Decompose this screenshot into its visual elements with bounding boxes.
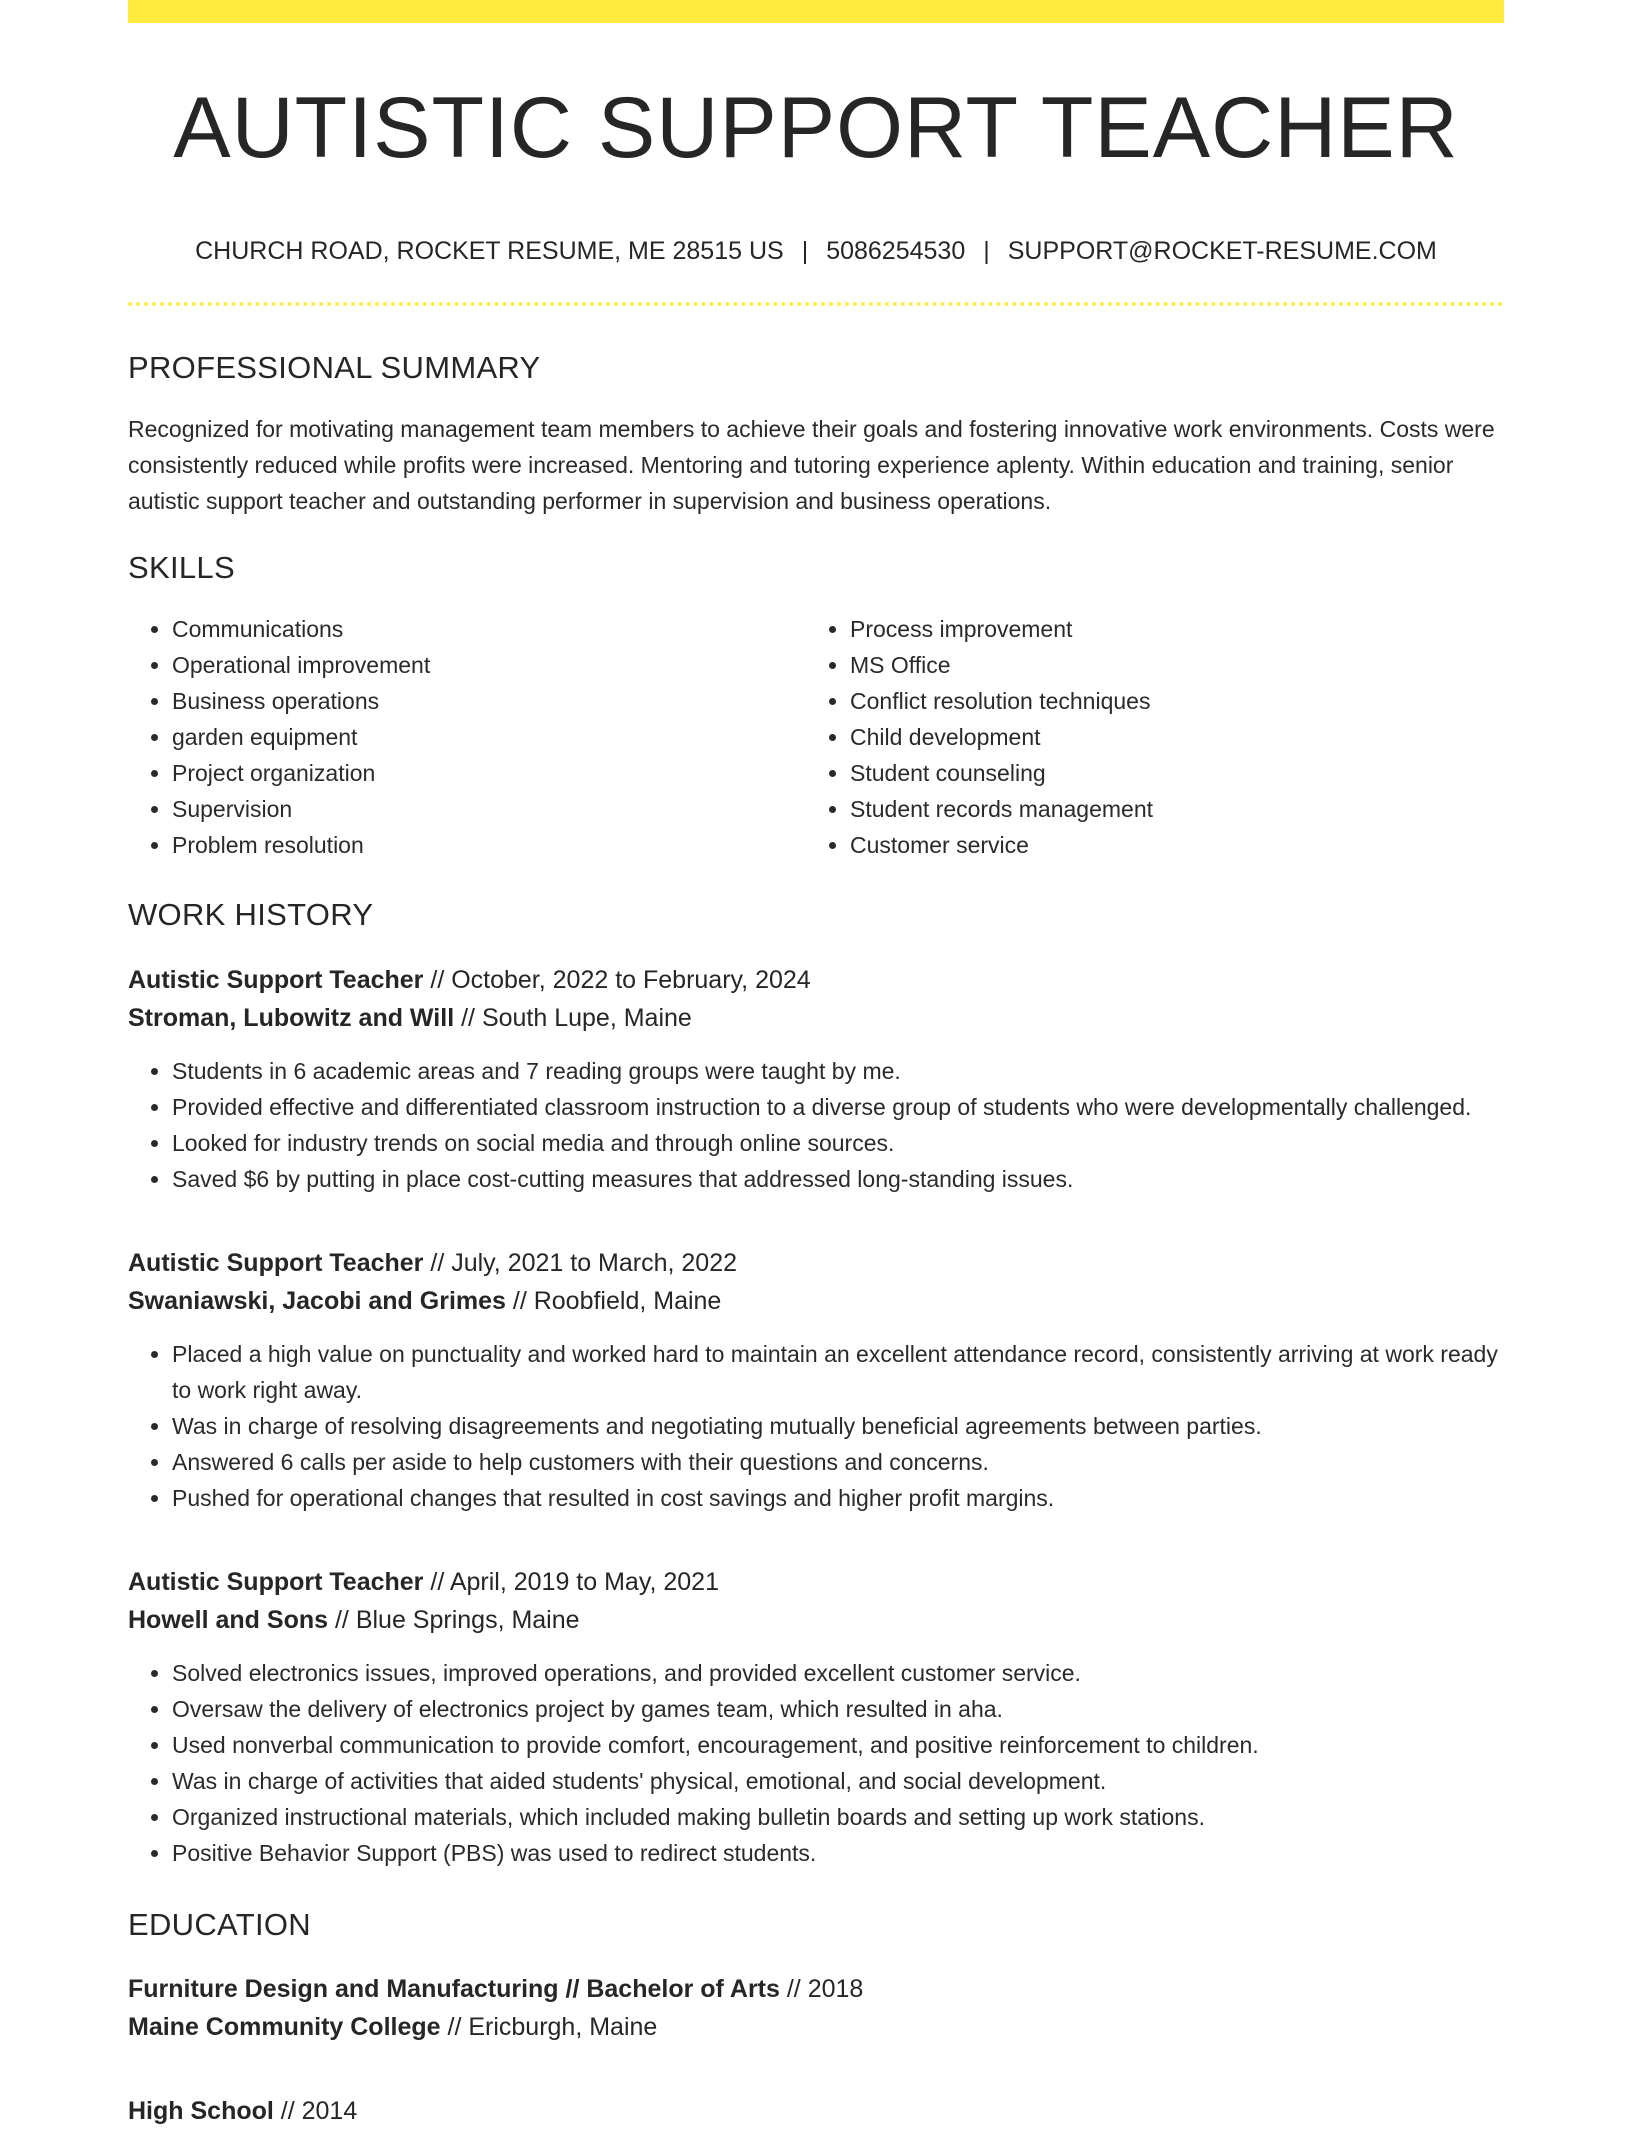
education-entry: [128, 1970, 1504, 2046]
job-role: Autistic Support Teacher: [128, 966, 424, 994]
contact-phone: 5086254530: [826, 237, 966, 265]
summary-text: Recognized for motivating management team members to achieve their goals and fostering innovative work environments. Costs were consistently reduced while profits were increased. Mentoring and tutoring experience aplenty. Within education and training, senior autistic support teacher and outstanding performer in supervision and business operations.: [128, 416, 1495, 514]
skill-item: • Communications: [172, 611, 806, 647]
job-entry: [128, 1563, 1504, 1871]
skill-item: • Problem resolution: [172, 827, 806, 863]
job-bullet: • Used nonverbal communication to provide comfort, encouragement, and positive reinforcement to children.: [172, 1727, 1504, 1763]
education-year: // 2018: [779, 1975, 864, 2003]
contact-separator: |: [983, 237, 990, 265]
job-company-line: [128, 1282, 1504, 1320]
job-company: Stroman, Lubowitz and Will: [128, 1004, 455, 1032]
job-bullet: • Answered 6 calls per aside to help customers with their questions and concerns.: [172, 1444, 1504, 1480]
job-dates: // April, 2019 to May, 2021: [423, 1568, 719, 1596]
skill-item: • Student records management: [850, 791, 1484, 827]
job-bullet: • Placed a high value on punctuality and worked hard to maintain an excellent attendance record, consistently arriving at work ready to work right away.: [172, 1336, 1504, 1408]
contact-line: [128, 239, 1504, 264]
skill-item: • Operational improvement: [172, 647, 806, 683]
skill-item: • Student counseling: [850, 755, 1484, 791]
job-bullet: • Students in 6 academic areas and 7 reading groups were taught by me.: [172, 1053, 1504, 1089]
job-bullets: [128, 1655, 1504, 1871]
job-location: // Blue Springs, Maine: [328, 1606, 580, 1634]
education-degree-line: [128, 2092, 1504, 2130]
job-bullet: • Saved $6 by putting in place cost-cutting measures that addressed long-standing issues.: [172, 1161, 1504, 1197]
job-bullet: • Looked for industry trends on social media and through online sources.: [172, 1125, 1504, 1161]
job-bullet: • Oversaw the delivery of electronics project by games team, which resulted in aha.: [172, 1691, 1504, 1727]
job-bullet: • Positive Behavior Support (PBS) was used to redirect students.: [172, 1835, 1504, 1871]
job-title-line: [128, 961, 1504, 999]
summary-heading: PROFESSIONAL SUMMARY: [128, 350, 541, 385]
education-degree: Furniture Design and Manufacturing // Bachelor of Arts: [128, 1975, 780, 2003]
contact-email: SUPPORT@ROCKET-RESUME.COM: [1007, 237, 1437, 265]
contact-address: CHURCH ROAD, ROCKET RESUME, ME 28515 US: [195, 237, 784, 265]
skill-item: • Child development: [850, 719, 1484, 755]
education-school-line: [128, 2008, 1504, 2046]
skill-item: • Business operations: [172, 683, 806, 719]
skill-item: • Customer service: [850, 827, 1484, 863]
job-title-line: [128, 1563, 1504, 1601]
job-title-line: [128, 1244, 1504, 1282]
skill-item: • Project organization: [172, 755, 806, 791]
education-degree: High School: [128, 2097, 274, 2125]
education-entry: [128, 2092, 1504, 2130]
skill-item: • Supervision: [172, 791, 806, 827]
job-role: Autistic Support Teacher: [128, 1249, 424, 1277]
job-bullet: • Solved electronics issues, improved operations, and provided excellent customer service.: [172, 1655, 1504, 1691]
skill-item: • Conflict resolution techniques: [850, 683, 1484, 719]
skill-item: • MS Office: [850, 647, 1484, 683]
job-location: // Roobfield, Maine: [505, 1287, 722, 1315]
job-company: Howell and Sons: [128, 1606, 329, 1634]
job-bullet: • Pushed for operational changes that resulted in cost savings and higher profit margins.: [172, 1480, 1504, 1516]
skills-list: [128, 611, 1504, 863]
job-bullet: • Was in charge of activities that aided students' physical, emotional, and social development.: [172, 1763, 1504, 1799]
job-role: Autistic Support Teacher: [128, 1568, 424, 1596]
skills-column-left: [128, 611, 806, 863]
resume-page: [128, 0, 1504, 2130]
job-dates: // July, 2021 to March, 2022: [423, 1249, 738, 1277]
job-company-line: [128, 1601, 1504, 1639]
skills-heading: SKILLS: [128, 550, 235, 585]
header-divider: [128, 302, 1504, 306]
job-dates: // October, 2022 to February, 2024: [423, 966, 811, 994]
job-bullet: • Organized instructional materials, which included making bulletin boards and setting up work stations.: [172, 1799, 1504, 1835]
job-location: // South Lupe, Maine: [454, 1004, 692, 1032]
skills-column-right: [806, 611, 1484, 863]
education-school: Maine Community College: [128, 2013, 441, 2041]
education-year: // 2014: [273, 2097, 358, 2125]
job-company: Swaniawski, Jacobi and Grimes: [128, 1287, 506, 1315]
education-heading: EDUCATION: [128, 1907, 311, 1942]
education-location: // Ericburgh, Maine: [440, 2013, 658, 2041]
job-bullet: • Was in charge of resolving disagreements and negotiating mutually beneficial agreements between parties.: [172, 1408, 1504, 1444]
job-entry: [128, 1244, 1504, 1516]
job-bullets: [128, 1336, 1504, 1516]
resume-name: AUTISTIC SUPPORT TEACHER: [173, 80, 1459, 176]
education-degree-line: [128, 1970, 1504, 2008]
top-accent-bar: [128, 0, 1504, 23]
job-bullet: • Provided effective and differentiated classroom instruction to a diverse group of students who were developmentally challenged.: [172, 1089, 1504, 1125]
job-bullets: [128, 1053, 1504, 1197]
skill-item: • Process improvement: [850, 611, 1484, 647]
work-history-heading: WORK HISTORY: [128, 897, 374, 932]
contact-separator: |: [801, 237, 809, 265]
skill-item: • garden equipment: [172, 719, 806, 755]
job-entry: [128, 961, 1504, 1197]
job-company-line: [128, 999, 1504, 1037]
